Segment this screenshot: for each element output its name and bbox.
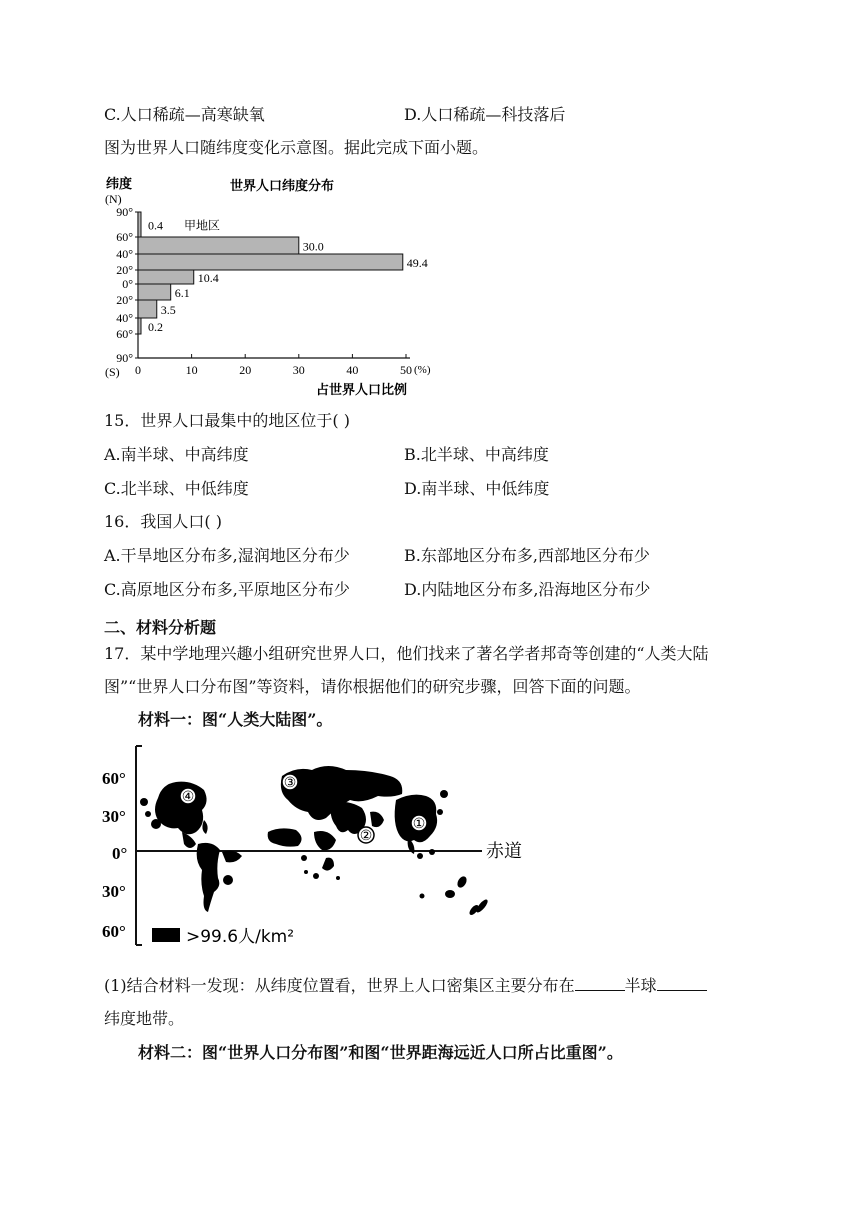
marker-1: ① — [412, 817, 426, 832]
lat-label-60n: 60° — [102, 769, 126, 788]
bar-value-label: 3.5 — [160, 303, 176, 317]
lat-label-30s: 30° — [102, 882, 126, 901]
y-tick-label: 40° — [116, 311, 133, 325]
q16-option-a: A.干旱地区分布多,湿润地区分布少 — [104, 546, 350, 565]
bar-0 — [138, 212, 141, 237]
chart-y-label: 纬度 — [106, 177, 133, 192]
latitude-population-chart — [100, 172, 460, 402]
bar-value-label: 30.0 — [302, 239, 324, 254]
intro-text: 图为世界人口随纬度变化示意图。据此完成下面小题。 — [104, 138, 489, 157]
q17-stem-line2: 图”“世界人口分布图”等资料，请你根据他们的研究步骤，回答下面的问题。 — [104, 677, 641, 696]
material2-caption: 材料二：图“世界人口分布图”和图“世界距海远近人口所占比重图”。 — [138, 1043, 623, 1062]
lat-label-30n: 30° — [102, 807, 126, 826]
marker-2: ② — [359, 829, 373, 844]
chart-y-unit-top: (N) — [105, 192, 122, 206]
marker-4: ④ — [181, 790, 195, 805]
bar-value-label: 6.1 — [174, 286, 190, 300]
africa-shape — [268, 828, 340, 880]
x-tick-label: 0 — [135, 363, 141, 377]
marker-3: ③ — [283, 776, 297, 791]
material1-caption: 材料一：图“人类大陆图”。 — [138, 710, 333, 729]
bar-4 — [138, 284, 171, 300]
section-heading: 二、材料分析题 — [104, 618, 217, 637]
south-america-shape — [197, 843, 242, 912]
x-tick-label: 10 — [185, 363, 198, 377]
human-continent-map — [100, 740, 540, 955]
bar-value-label: 0.4 — [148, 218, 163, 233]
y-tick-label: 40° — [116, 247, 133, 261]
x-tick-label: 50 — [400, 363, 412, 377]
q17-sub1-line1 — [104, 976, 707, 996]
eurasia-shape — [281, 766, 448, 859]
lat-label-60s: 60° — [102, 922, 126, 941]
q16-stem: 16．我国人口( ) — [104, 512, 222, 531]
q14-option-d: D.人口稀疏—科技落后 — [404, 105, 566, 124]
chart-title: 世界人口纬度分布 — [230, 179, 335, 194]
q14-option-c: C.人口稀疏—高寒缺氧 — [104, 105, 265, 124]
bar-value-label: 10.4 — [197, 271, 219, 285]
oceania-shape — [420, 875, 490, 917]
x-tick-label: 30 — [292, 363, 305, 377]
answer-blank-2[interactable] — [657, 976, 707, 991]
bar-value-label: 49.4 — [406, 256, 428, 270]
north-america-shape — [140, 782, 208, 848]
bar-value-label: 0.2 — [148, 320, 163, 334]
q15-stem: 15．世界人口最集中的地区位于( ) — [104, 411, 350, 430]
q17-sub1-line2: 纬度地带。 — [104, 1009, 185, 1028]
q17-sub1-text2: 半球 — [624, 976, 657, 995]
q15-option-b: B.北半球、中高纬度 — [404, 445, 549, 464]
q15-option-d: D.南半球、中低纬度 — [404, 479, 550, 498]
q16-option-b: B.东部地区分布多,西部地区分布少 — [404, 546, 650, 565]
q15-option-c: C.北半球、中低纬度 — [104, 479, 249, 498]
y-tick-label: 0° — [122, 277, 133, 291]
y-tick-label: 20° — [116, 293, 133, 307]
chart-x-unit: (%) — [414, 364, 431, 376]
x-tick-label: 40 — [346, 363, 359, 377]
bar-6 — [138, 318, 141, 334]
chart-x-label: 占世界人口比例 — [316, 383, 408, 398]
equator-label: 赤道 — [486, 841, 522, 862]
legend-swatch — [152, 928, 180, 942]
bar-1 — [138, 237, 299, 254]
q17-sub1-text1: (1)结合材料一发现：从纬度位置看，世界上人口密集区主要分布在 — [104, 976, 575, 995]
q17-stem-line1: 17．某中学地理兴趣小组研究世界人口，他们找来了著名学者邦奇等创建的“人类大陆 — [104, 644, 709, 663]
y-tick-label: 90° — [116, 205, 133, 219]
bar-3 — [138, 270, 194, 284]
answer-blank-1[interactable] — [575, 976, 625, 991]
legend-label: >99.6人/km² — [186, 927, 295, 947]
q15-option-a: A.南半球、中高纬度 — [104, 445, 249, 464]
q16-option-c: C.高原地区分布多,平原地区分布少 — [104, 580, 350, 599]
chart-y-unit-bottom: (S) — [105, 365, 120, 379]
y-tick-label: 60° — [116, 327, 133, 341]
q16-option-d: D.内陆地区分布多,沿海地区分布少 — [404, 580, 651, 599]
chart-annotation: 甲地区 — [184, 218, 221, 233]
y-tick-label: 90° — [116, 351, 133, 365]
x-tick-label: 20 — [239, 363, 252, 377]
y-tick-label: 20° — [116, 263, 133, 277]
bar-5 — [138, 300, 157, 318]
bar-2 — [138, 254, 403, 270]
y-tick-label: 60° — [116, 230, 133, 244]
lat-label-0: 0° — [112, 844, 128, 863]
